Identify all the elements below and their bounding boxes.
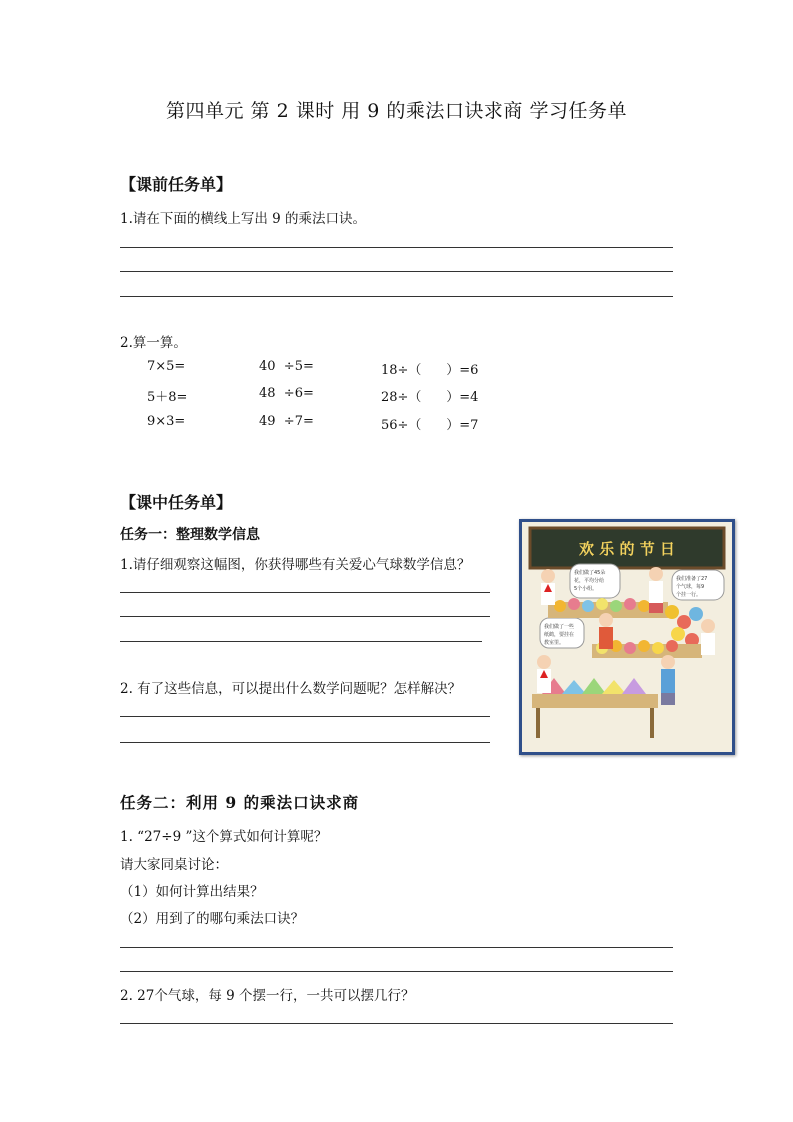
pre-class-heading: 【课前任务单】 (120, 175, 233, 194)
task2-question-1: 1. “27÷9 ”这个算式如何计算呢？ (120, 829, 328, 845)
classroom-illustration (519, 519, 735, 755)
task2-question-2: 2. 27个气球，每 9 个摆一行，一共可以摆几行？ (120, 988, 415, 1004)
answer-line[interactable] (120, 971, 673, 972)
answer-line[interactable] (120, 271, 673, 272)
svg-text:花，平均分给: 花，平均分给 (574, 578, 605, 584)
calc-item: 9×3= (147, 414, 186, 429)
answer-line[interactable] (120, 296, 673, 297)
calc-item: 5＋8= (147, 390, 188, 405)
task1-title: 任务一：整理数学信息 (120, 527, 260, 543)
svg-text:我们做了45朵: 我们做了45朵 (574, 570, 606, 576)
calc-item: 56÷（ ）=7 (381, 418, 479, 433)
task1-question-2: 2. 有了这些信息，可以提出什么数学问题呢？怎样解决？ (120, 681, 462, 697)
svg-text:我们做了一些: 我们做了一些 (544, 624, 575, 630)
in-class-heading: 【课中任务单】 (120, 493, 233, 512)
calc-item: 18÷（ ）=6 (381, 363, 479, 378)
svg-text:个气球，每9: 个气球，每9 (676, 584, 705, 590)
task2-discuss-prompt: 请大家同桌讨论： (120, 857, 228, 873)
page-title: 第四单元 第 2 课时 用 9 的乘法口诀求商 学习任务单 (166, 100, 627, 122)
pre-class-question-2: 2.算一算。 (120, 335, 187, 351)
answer-line[interactable] (120, 592, 490, 593)
answer-line[interactable] (120, 1023, 673, 1024)
calc-item: 28÷（ ）=4 (381, 390, 479, 405)
task2-sub-question-2: （2）用到了的哪句乘法口诀？ (120, 911, 305, 927)
calc-item: 40 ÷5= (259, 359, 314, 374)
svg-text:5个小组。: 5个小组。 (574, 586, 598, 592)
calc-item: 48 ÷6= (259, 386, 314, 401)
task2-sub-question-1: （1）如何计算出结果？ (120, 884, 264, 900)
svg-text:纸鹤，要挂在: 纸鹤，要挂在 (544, 632, 575, 638)
answer-line[interactable] (120, 641, 482, 642)
calc-item: 7×5= (147, 359, 186, 374)
answer-line[interactable] (120, 616, 490, 617)
svg-text:我们准备了27: 我们准备了27 (676, 576, 708, 582)
answer-line[interactable] (120, 716, 490, 717)
answer-line[interactable] (120, 247, 673, 248)
answer-line[interactable] (120, 947, 673, 948)
board-text: 欢 乐 的 节 日 (579, 540, 675, 558)
task2-title: 任务二：利用 9 的乘法口诀求商 (120, 793, 360, 812)
svg-text:个挂一行。: 个挂一行。 (676, 592, 702, 598)
calc-item: 49 ÷7= (259, 414, 314, 429)
svg-text:教室里。: 教室里。 (544, 640, 565, 646)
pre-class-question-1: 1.请在下面的横线上写出 9 的乘法口诀。 (120, 211, 367, 227)
answer-line[interactable] (120, 742, 490, 743)
task1-question-1: 1.请仔细观察这幅图，你获得哪些有关爱心气球数学信息？ (120, 557, 471, 573)
